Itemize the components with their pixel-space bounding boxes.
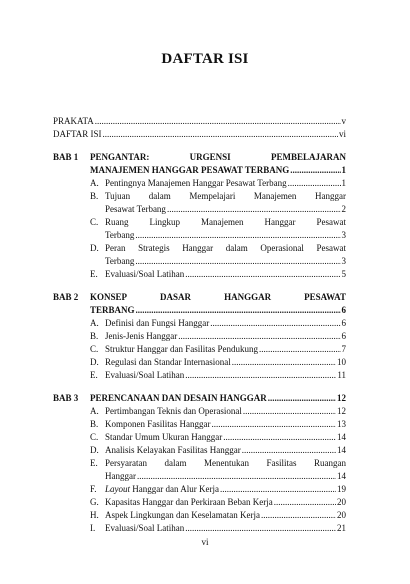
title-word: KONSEP bbox=[90, 292, 128, 302]
chapter-title-line[interactable] bbox=[90, 291, 346, 304]
item-page: 1 bbox=[341, 178, 346, 188]
item-letter: A. bbox=[90, 406, 99, 416]
page-number: vi bbox=[201, 537, 209, 547]
item-text: Struktur Hanggar dan Fasilitas Pendukung bbox=[105, 344, 258, 354]
item-text: Pentingnya Manajemen Hanggar Pesawat Terbang bbox=[105, 178, 287, 188]
toc-subentry[interactable] bbox=[90, 343, 346, 356]
leader-dots bbox=[137, 470, 336, 483]
leader-dots bbox=[288, 177, 341, 190]
toc-entry-prakata[interactable] bbox=[53, 115, 346, 128]
leader-dots bbox=[178, 330, 340, 343]
toc-subentry[interactable] bbox=[90, 369, 346, 382]
leader-dots bbox=[223, 431, 336, 444]
item-text: Regulasi dan Standar Internasional bbox=[105, 357, 231, 367]
item-page: 7 bbox=[341, 344, 346, 354]
item-page: 10 bbox=[337, 357, 346, 367]
item-word: Tujuan bbox=[105, 191, 131, 201]
item-page: 11 bbox=[337, 370, 346, 380]
item-page: 6 bbox=[341, 331, 346, 341]
leader-dots bbox=[211, 418, 336, 431]
item-text: Pesawat Terbang bbox=[105, 204, 166, 214]
item-page: 14 bbox=[337, 471, 346, 481]
toc-subentry[interactable] bbox=[90, 330, 346, 343]
item-word: Peran bbox=[105, 243, 126, 253]
toc-subentry[interactable] bbox=[90, 496, 346, 509]
item-text: Standar Umum Ukuran Hanggar bbox=[105, 432, 223, 442]
item-word: Operasional bbox=[260, 243, 304, 253]
item-letter: I. bbox=[90, 523, 96, 533]
item-page: 6 bbox=[341, 318, 346, 328]
leader-dots bbox=[268, 392, 336, 405]
leader-dots bbox=[135, 229, 340, 242]
italic-term: Layout bbox=[105, 484, 131, 494]
leader-dots bbox=[95, 115, 341, 128]
leader-dots bbox=[259, 343, 341, 356]
title-word: DASAR bbox=[160, 292, 192, 302]
chapter-page: 12 bbox=[337, 393, 346, 403]
item-letter: H. bbox=[90, 510, 99, 520]
item-page: 21 bbox=[337, 523, 346, 533]
chapter-1 bbox=[53, 151, 346, 281]
item-word: Pesawat bbox=[316, 217, 346, 227]
item-letter: A. bbox=[90, 178, 99, 188]
item-page: 5 bbox=[341, 269, 346, 279]
item-text: Definisi dan Fungsi Hanggar bbox=[105, 318, 210, 328]
item-word: Hanggar bbox=[264, 217, 296, 227]
item-word: Hanggar bbox=[314, 191, 346, 201]
toc-subentry[interactable] bbox=[90, 444, 346, 457]
chapter-title-line[interactable] bbox=[90, 304, 346, 317]
chapter-title: TERBANG bbox=[90, 305, 135, 315]
toc-subentry[interactable] bbox=[90, 418, 346, 431]
toc-subentry[interactable] bbox=[90, 509, 346, 522]
table-of-contents bbox=[53, 115, 346, 535]
toc-subentry[interactable] bbox=[90, 216, 346, 242]
toc-subentry[interactable] bbox=[90, 356, 346, 369]
item-letter: B. bbox=[90, 419, 99, 429]
leader-dots bbox=[185, 522, 336, 535]
entry-page: v bbox=[341, 116, 346, 126]
item-word: dalam bbox=[164, 458, 187, 468]
chapter-2 bbox=[53, 291, 346, 382]
title-word: URGENSI bbox=[189, 152, 231, 162]
entry-label: DAFTAR ISI bbox=[53, 129, 102, 139]
leader-dots bbox=[136, 304, 341, 317]
item-word: Mempelajari bbox=[189, 191, 236, 201]
item-page: 3 bbox=[341, 256, 346, 266]
item-letter: C. bbox=[90, 344, 99, 354]
item-letter: G. bbox=[90, 497, 99, 507]
title-word: PENGANTAR: bbox=[90, 152, 150, 162]
item-text: Terbang bbox=[105, 256, 135, 266]
title-word: PESAWAT bbox=[304, 292, 346, 302]
leader-dots bbox=[210, 317, 340, 330]
item-page: 20 bbox=[337, 497, 346, 507]
item-page: 14 bbox=[337, 432, 346, 442]
chapter-title-line[interactable] bbox=[90, 164, 346, 177]
item-word: Fasilitas bbox=[266, 458, 297, 468]
toc-subentry[interactable] bbox=[90, 483, 346, 496]
item-letter: D. bbox=[90, 357, 99, 367]
toc-subentry[interactable] bbox=[90, 457, 346, 483]
leader-dots bbox=[242, 444, 336, 457]
toc-subentry[interactable] bbox=[90, 268, 346, 281]
item-letter: B. bbox=[90, 331, 99, 341]
item-letter: F. bbox=[90, 484, 97, 494]
item-word: Pesawat bbox=[316, 243, 346, 253]
leader-dots bbox=[232, 356, 336, 369]
item-letter: C. bbox=[90, 217, 99, 227]
item-text: Evaluasi/Soal Latihan bbox=[105, 370, 185, 380]
item-word: Ruangan bbox=[314, 458, 346, 468]
item-word: Persyaratan bbox=[105, 458, 147, 468]
chapter-3 bbox=[53, 392, 346, 535]
chapter-page: 1 bbox=[341, 165, 346, 175]
leader-dots bbox=[243, 405, 336, 418]
chapter-title-line[interactable] bbox=[90, 392, 346, 405]
item-text: Terbang bbox=[105, 230, 135, 240]
leader-dots bbox=[185, 369, 336, 382]
title-word: PEMBELAJARAN bbox=[270, 152, 346, 162]
item-letter: E. bbox=[90, 370, 98, 380]
item-letter: B. bbox=[90, 191, 99, 201]
leader-dots bbox=[185, 268, 340, 281]
toc-subentry[interactable] bbox=[90, 431, 346, 444]
item-text: Aspek Lingkungan dan Keselamatan Kerja bbox=[105, 510, 260, 520]
item-word: dalam bbox=[148, 191, 171, 201]
toc-subentry[interactable] bbox=[90, 190, 346, 216]
item-text: Analisis Kelayakan Fasilitas Hanggar bbox=[105, 445, 241, 455]
item-page: 12 bbox=[337, 406, 346, 416]
toc-entry-daftar-isi[interactable] bbox=[53, 128, 346, 141]
item-word: Ruang bbox=[105, 217, 129, 227]
item-text: Pertimbangan Teknis dan Operasional bbox=[105, 406, 242, 416]
item-text: Hanggar bbox=[105, 471, 136, 481]
item-word: Strategis bbox=[138, 243, 170, 253]
leader-dots bbox=[220, 483, 336, 496]
toc-subentry[interactable] bbox=[90, 522, 346, 535]
item-page: 13 bbox=[337, 419, 346, 429]
item-letter: E. bbox=[90, 458, 98, 468]
entry-label: PRAKATA bbox=[53, 116, 94, 126]
item-page: 19 bbox=[337, 484, 346, 494]
entry-page: vi bbox=[338, 129, 346, 139]
item-word: Manajemen bbox=[201, 217, 244, 227]
chapter-title-line[interactable] bbox=[90, 151, 346, 164]
toc-subentry[interactable] bbox=[90, 317, 346, 330]
toc-subentry[interactable] bbox=[90, 405, 346, 418]
toc-subentry[interactable] bbox=[90, 242, 346, 268]
toc-subentry[interactable] bbox=[90, 177, 346, 190]
item-letter: A. bbox=[90, 318, 99, 328]
item-letter: E. bbox=[90, 269, 98, 279]
leader-dots bbox=[274, 496, 336, 509]
item-page: 2 bbox=[341, 204, 346, 214]
item-word: Lingkup bbox=[149, 217, 180, 227]
leader-dots bbox=[261, 509, 336, 522]
item-word: Menentukan bbox=[203, 458, 249, 468]
item-text: Evaluasi/Soal Latihan bbox=[105, 523, 185, 533]
item-text: Komponen Fasilitas Hanggar bbox=[105, 419, 211, 429]
item-letter: C. bbox=[90, 432, 99, 442]
chapter-page: 6 bbox=[341, 305, 346, 315]
leader-dots bbox=[290, 164, 340, 177]
page-title: DAFTAR ISI bbox=[161, 51, 249, 67]
chapter-number: BAB 2 bbox=[53, 292, 79, 302]
chapter-title: MANAJEMEN HANGGAR PESAWAT TERBANG bbox=[90, 165, 290, 175]
item-text: Jenis-Jenis Hanggar bbox=[105, 331, 178, 341]
item-page: 20 bbox=[337, 510, 346, 520]
chapter-number: BAB 3 bbox=[53, 393, 79, 403]
title-word: HANGGAR bbox=[224, 292, 272, 302]
item-letter: D. bbox=[90, 243, 99, 253]
item-page: 3 bbox=[341, 230, 346, 240]
item-word: dalam bbox=[225, 243, 248, 253]
item-word: Manajemen bbox=[253, 191, 297, 201]
leader-dots bbox=[167, 203, 341, 216]
item-text-wrap bbox=[105, 483, 219, 496]
item-text: Evaluasi/Soal Latihan bbox=[105, 269, 185, 279]
leader-dots bbox=[135, 255, 340, 268]
chapter-title: PERENCANAAN DAN DESAIN HANGGAR bbox=[90, 393, 267, 403]
item-text: Kapasitas Hanggar dan Perkiraan Beban Kerja bbox=[105, 497, 273, 507]
leader-dots bbox=[103, 128, 338, 141]
item-text: Hanggar dan Alur Kerja bbox=[130, 484, 219, 494]
item-page: 14 bbox=[337, 445, 346, 455]
chapter-number: BAB 1 bbox=[53, 152, 79, 162]
item-word: Hanggar bbox=[182, 243, 214, 253]
item-letter: D. bbox=[90, 445, 99, 455]
